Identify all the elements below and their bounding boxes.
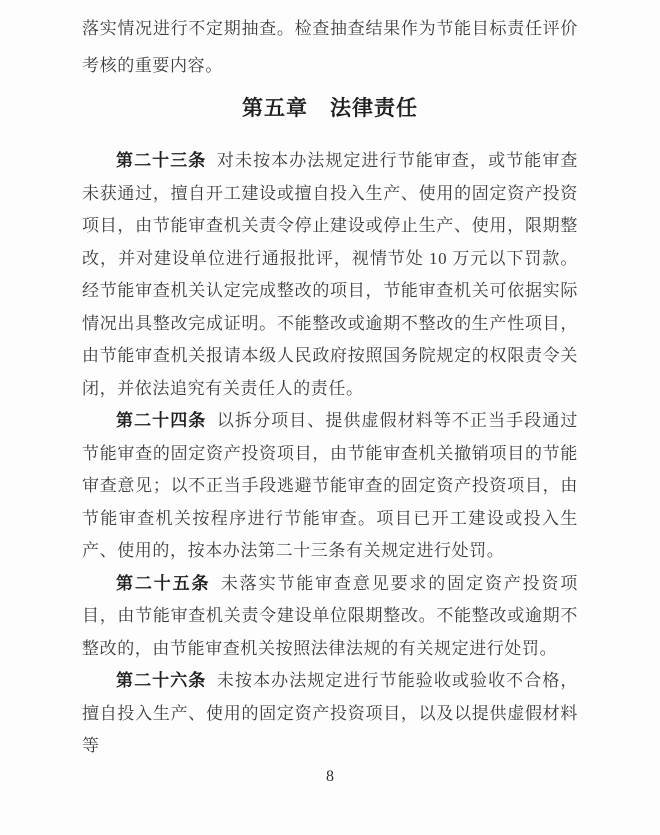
- article-26-paragraph: [82, 665, 578, 763]
- article-24-paragraph: [82, 405, 578, 568]
- article-25-text: 未落实节能审查意见要求的固定资产投资项目，由节能审查机关责令建设单位限期整改。不能整改或逾期不整改的，由节能审查机关按照法律法规的有关规定进行处罚。: [82, 573, 579, 658]
- intro-continuation-paragraph: 落实情况进行不定期抽查。检查抽查结果作为节能目标责任评价考核的重要内容。: [82, 19, 578, 75]
- article-26-label: 第二十六条: [116, 671, 207, 690]
- article-24-text: 以拆分项目、提供虚假材料等不正当手段通过节能审查的固定资产投资项目，由节能审查机关撤销项目的节能审查意见；以不正当手段逃避节能审查的固定资产投资项目，由节能审查机关按程序进行节能审查。项目已开工建设或投入生产、使用的，按本办法第二十三条有关规定进行处罚。: [82, 411, 579, 560]
- article-25-paragraph: [82, 568, 578, 666]
- chapter-heading: 第五章 法律责任: [242, 97, 418, 120]
- article-23-paragraph: [82, 145, 578, 405]
- article-24-label: 第二十四条: [116, 411, 207, 430]
- article-25-label: 第二十五条: [116, 573, 211, 593]
- page-number: 8: [326, 767, 334, 785]
- article-23-label: 第二十三条: [116, 151, 207, 170]
- article-23-text: 对未按本办法规定进行节能审查，或节能审查未获通过，擅自开工建设或擅自投入生产、使用的固定资产投资项目，由节能审查机关责令停止建设或停止生产、使用，限期整改，并对建设单位进行通报批评，视情节处 10 万元以下罚款。经节能审查机关认定完成整改的项目，节能审查机关可依据实际情况出具整改完成证明。不能整改或逾期不整改的生产性项目，由节能审查机关报请本级人民政府按照国务院规定的权限责令关闭，并依法追究有关责任人的责任。: [82, 151, 579, 398]
- article-26-text: 未按本办法规定进行节能验收或验收不合格，擅自投入生产、使用的固定资产投资项目，以及以提供虚假材料等: [82, 671, 579, 755]
